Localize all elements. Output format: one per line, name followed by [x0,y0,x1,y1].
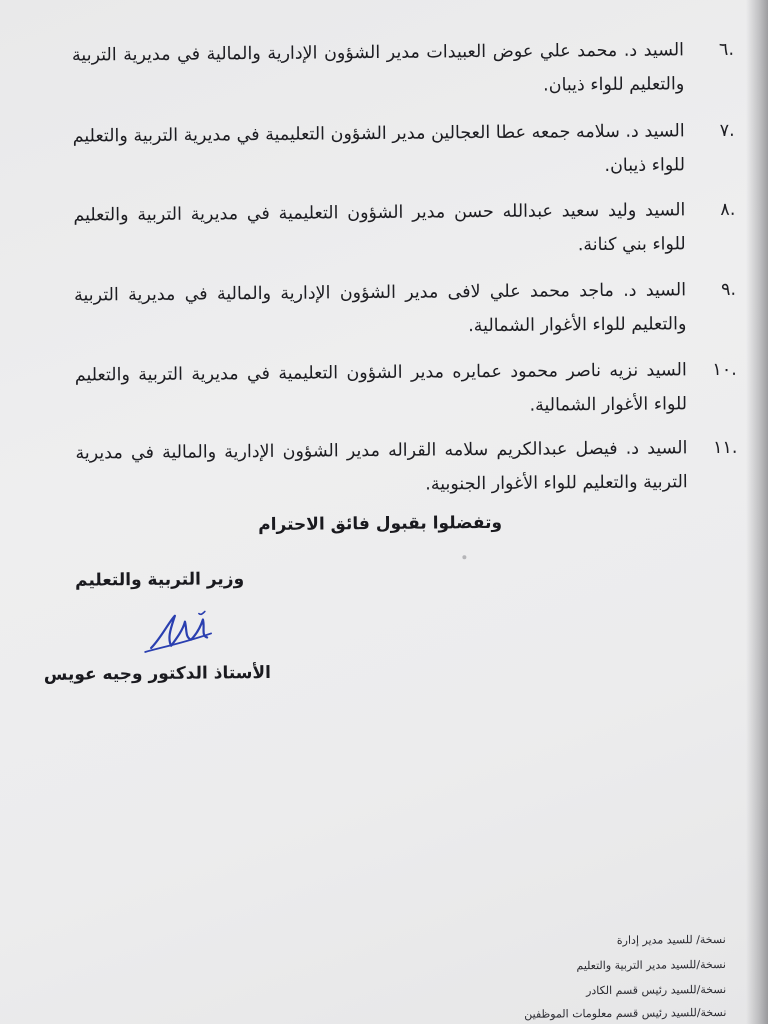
item-number: .١١ [712,437,738,459]
list-item [73,193,736,266]
item-text: السيد د. ماجد محمد علي لافى مدير الشؤون الإدارية والمالية في مديرية التربية والتعليم للواء الأغوار الشمالية. [74,280,687,337]
page-edge-shadow [746,0,768,1024]
handwritten-signature [141,607,221,656]
item-text: السيد وليد سعيد عبدالله حسن مدير الشؤون التعليمية في مديرية التربية والتعليم للواء بني كنانة. [73,200,686,256]
signatory-title: وزير التربية والتعليم [74,569,245,591]
paper-speck [462,555,466,559]
item-text: السيد د. فيصل عبدالكريم سلامه القراله مدير الشؤون الإدارية والمالية في مديرية التربية والتعليم للواء الأغوار الجنوبية. [75,438,688,495]
closing-salutation: وتفضلوا بقبول فائق الاحترام [258,512,503,536]
item-number: .٩ [721,279,737,300]
signatory-name: الأستاذ الدكتور وجيه عويس [43,662,272,685]
list-item [74,273,737,346]
copy-recipient: نسخة/للسيد مدير التربية والتعليم [576,957,727,973]
copy-recipient: نسخة/ للسيد مدير إدارة [616,932,726,947]
item-text: السيد د. سلامه جمعه عطا العجالين مدير الشؤون التعليمية في مديرية التربية والتعليم للواء ذيبان. [72,121,686,176]
item-number: .١٠ [712,359,737,381]
item-number: .٨ [720,199,736,220]
item-text: السيد نزيه ناصر محمود عمايره مدير الشؤون التعليمية في مديرية التربية والتعليم للواء الأغوار الشمالية. [74,360,688,416]
list-item [74,353,737,426]
item-text: السيد د. محمد علي عوض العبيدات مدير الشؤون الإدارية والمالية في مديرية التربية والتعليم للواء ذيبان. [71,40,685,96]
copy-recipient: نسخة/للسيد رئيس قسم الكادر [586,982,727,998]
list-item [71,33,735,106]
list-item [75,431,738,504]
item-number: .٦ [718,39,735,60]
list-item [72,114,735,187]
copy-recipient: نسخة/للسيد رئيس قسم معلومات الموظفين [524,1005,727,1021]
item-number: .٧ [719,120,735,141]
